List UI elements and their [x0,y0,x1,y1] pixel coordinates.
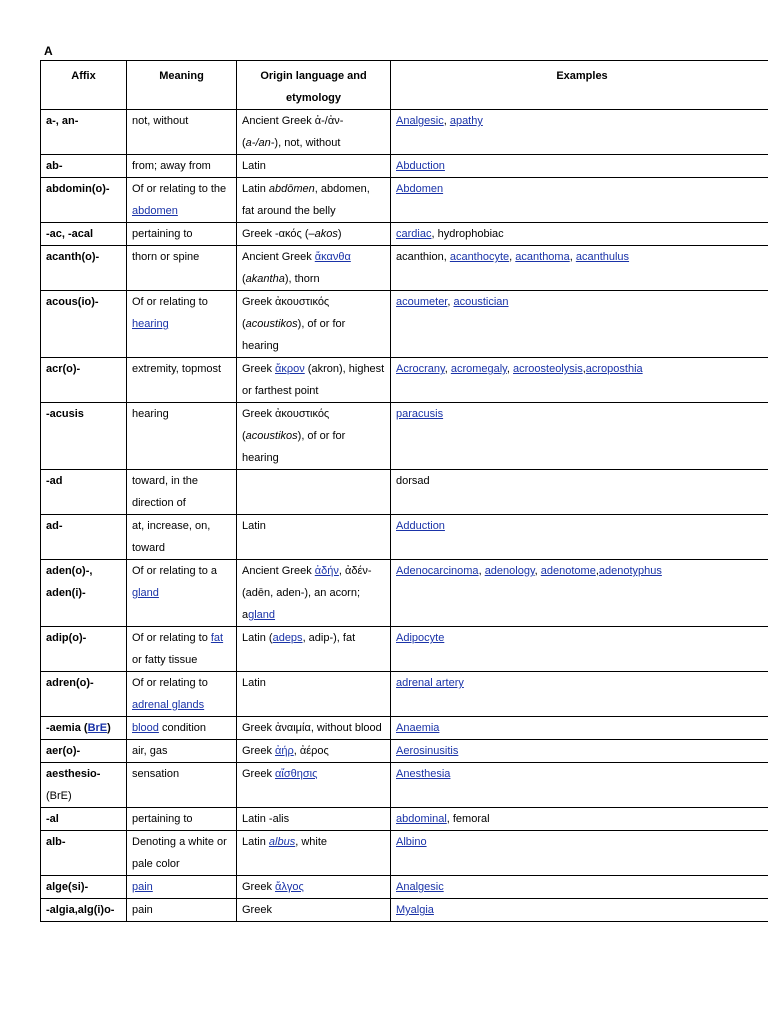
table-row [41,763,768,808]
link[interactable]: ἀήρ [275,745,294,757]
cell-text: Greek [242,363,276,375]
cell-text: akantha [245,273,285,285]
cell-text: , ἀδέν- (adēn, aden-), an acorn; a [242,565,372,621]
examples-cell [391,672,768,717]
origin-cell [237,178,391,223]
cell-text: ), thorn [284,273,320,285]
affix-cell [41,672,127,717]
link[interactable]: adeps [272,632,303,644]
meaning-cell [127,178,237,223]
affix-cell [41,740,127,763]
link[interactable]: Anesthesia [396,768,451,780]
cell-text: -algia [46,904,75,916]
cell-text: , [509,251,516,263]
link[interactable]: Adenocarcinoma [396,565,479,577]
meaning-cell [127,876,237,899]
cell-text: extremity, topmost [132,363,222,375]
link[interactable]: acroposthia [585,363,643,375]
cell-text: Of or relating to a [132,565,217,577]
cell-text: acoustikos [245,318,298,330]
examples-cell [391,899,768,922]
examples-cell [391,178,768,223]
cell-text: alg(i)o- [77,904,115,916]
link[interactable]: paracusis [396,408,444,420]
origin-cell [237,876,391,899]
cell-text: acr(o)- [46,363,81,375]
affix-cell [41,178,127,223]
cell-text: ) [107,722,111,734]
meaning-cell [127,627,237,672]
cell-text: acanth(o)- [46,251,100,263]
origin-cell [237,717,391,740]
examples-cell [391,808,768,831]
cell-text: ab- [46,160,63,172]
origin-cell [237,763,391,808]
table-row [41,291,768,358]
cell-text: aesthesio- [46,768,101,780]
origin-cell [237,515,391,560]
link[interactable]: Abdomen [396,183,444,195]
link[interactable]: Acrocrany [396,363,445,375]
cell-text: , [569,251,576,263]
examples-cell [391,763,768,808]
cell-text: , hydrophobiac [431,228,504,240]
cell-text: or fatty tissue [132,654,198,666]
cell-text: , [478,565,485,577]
cell-text: pertaining to [132,813,193,825]
cell-text: a-/an- [245,137,275,149]
link[interactable]: acanthoma [515,251,570,263]
cell-text: Ancient Greek [242,251,315,263]
examples-cell [391,358,768,403]
meaning-cell [127,899,237,922]
link[interactable]: adrenal glands [132,699,205,711]
affix-cell [41,876,127,899]
cell-text: from; away from [132,160,211,172]
link[interactable]: adenotyphus [598,565,662,577]
cell-text: , [595,565,599,577]
cell-text: Of or relating to [132,296,208,308]
header-examples: Examples [391,61,768,110]
header-affix: Affix [41,61,127,110]
affix-cell [41,110,127,155]
link[interactable]: acroosteolysis [513,363,583,375]
cell-text: , adip-), fat [302,632,356,644]
examples-cell [391,155,768,178]
meaning-cell [127,403,237,470]
cell-text: -aemia ( [46,722,88,734]
cell-text: aden(o)-, aden(i)- [46,565,93,599]
affix-cell [41,763,127,808]
cell-text: Latin [242,160,266,172]
affix-cell [41,899,127,922]
cell-text: , ἀέρος [293,745,329,757]
origin-cell [237,899,391,922]
link[interactable]: apathy [449,115,483,127]
table-row [41,178,768,223]
cell-text: thorn or spine [132,251,200,263]
link[interactable]: adrenal artery [396,677,464,689]
table-row [41,899,768,922]
cell-text: (akron), highest or farthest point [242,363,385,397]
origin-cell [237,155,391,178]
cell-text: abdomin(o)- [46,183,110,195]
examples-cell [391,627,768,672]
cell-text: , [447,296,454,308]
cell-text: Denoting a white or pale color [132,836,227,870]
link[interactable]: Myalgia [396,904,434,916]
meaning-cell [127,155,237,178]
meaning-cell [127,470,237,515]
origin-cell [237,560,391,627]
link[interactable]: acanthulus [575,251,630,263]
cell-text: at, increase, on, toward [132,520,211,554]
affix-cell [41,358,127,403]
meaning-cell [127,291,237,358]
link[interactable]: Anaemia [396,722,440,734]
cell-text: Greek ἀκουστικός ( [242,408,330,442]
table-row [41,246,768,291]
meaning-cell [127,246,237,291]
cell-text: Of or relating to the [132,183,227,195]
affix-cell [41,808,127,831]
cell-text: ( [242,273,246,285]
origin-cell [237,403,391,470]
header-origin: Origin language and etymology [237,61,391,110]
cell-text: , [443,115,450,127]
link[interactable]: Abduction [396,160,445,172]
link[interactable]: acoustician [453,296,509,308]
cell-text: Greek [242,745,276,757]
cell-text: alge(si)- [46,881,89,893]
link[interactable]: ἄλγος [275,881,304,893]
header-meaning: Meaning [127,61,237,110]
table-row [41,358,768,403]
meaning-cell [127,672,237,717]
origin-cell [237,223,391,246]
cell-text: Latin [242,677,266,689]
examples-cell [391,560,768,627]
link[interactable]: cardiac [396,228,432,240]
cell-text: ad- [46,520,63,532]
meaning-cell [127,740,237,763]
table-row [41,672,768,717]
cell-text: alb- [46,836,66,848]
cell-text: Greek -ακός (– [242,228,315,240]
cell-text: toward, in the direction of [132,475,199,509]
cell-text: not, without [132,115,189,127]
link[interactable]: αἴσθησις [275,768,318,780]
examples-cell [391,403,768,470]
header-row [41,61,768,110]
affix-cell [41,470,127,515]
affix-cell [41,627,127,672]
link[interactable]: BrE [87,722,108,734]
origin-cell [237,627,391,672]
affix-cell [41,515,127,560]
affix-cell [41,291,127,358]
meaning-cell [127,717,237,740]
link[interactable]: blood [132,722,159,734]
link[interactable]: fat [210,632,224,644]
affix-cell [41,560,127,627]
cell-text: , femoral [446,813,490,825]
cell-text: pertaining to [132,228,193,240]
examples-cell [391,246,768,291]
cell-text: condition [158,722,207,734]
cell-text: Latin [242,183,269,195]
examples-cell [391,291,768,358]
origin-cell [237,672,391,717]
table-row [41,876,768,899]
link[interactable]: hearing [132,318,169,330]
table-row [41,110,768,155]
cell-text: -ac, -acal [46,228,94,240]
cell-text: , [74,904,78,916]
origin-cell [237,358,391,403]
table-row [41,717,768,740]
cell-text: Greek ἀναιμία, without blood [242,722,382,734]
cell-text: Greek ἀκουστικός ( [242,296,330,330]
cell-text: , [444,363,451,375]
cell-text: acanthion, [396,251,450,263]
table-row [41,560,768,627]
cell-text: Latin ( [242,632,273,644]
table-row [41,808,768,831]
section-letter: A [44,44,53,58]
meaning-cell [127,808,237,831]
link[interactable]: Adduction [396,520,445,532]
meaning-cell [127,358,237,403]
cell-text: , white [295,836,328,848]
link[interactable]: abdomen [132,205,178,217]
affix-cell [41,223,127,246]
cell-text: pain [132,904,153,916]
table-row [41,223,768,246]
origin-cell [237,291,391,358]
link[interactable]: abdominal [396,813,447,825]
examples-cell [391,831,768,876]
cell-text: sensation [132,768,180,780]
cell-text: Greek [242,768,276,780]
examples-cell [391,740,768,763]
cell-text: , [534,565,541,577]
examples-cell [391,470,768,515]
link[interactable]: ἀδήν [314,565,339,577]
cell-text: abdōmen [268,183,315,195]
link[interactable]: gland [132,587,159,599]
cell-text: Latin -alis [242,813,290,825]
affix-cell [41,246,127,291]
link[interactable]: ἄκρον [275,363,305,375]
cell-text: hearing [132,408,169,420]
cell-text: acous(io)- [46,296,99,308]
link[interactable]: albus [268,836,296,848]
cell-text: Greek [242,881,276,893]
cell-text: Latin [242,836,269,848]
cell-text: , [582,363,586,375]
link[interactable]: acromegaly [450,363,507,375]
cell-text: (BrE) [46,790,72,802]
cell-text: dorsad [396,475,430,487]
examples-cell [391,515,768,560]
cell-text: Ancient Greek ἀ-/ἀν- ( [242,115,344,149]
examples-cell [391,717,768,740]
affix-cell [41,403,127,470]
meaning-cell [127,763,237,808]
table-row [41,740,768,763]
affix-cell [41,717,127,740]
cell-text: adren(o)- [46,677,94,689]
meaning-cell [127,831,237,876]
meaning-cell [127,223,237,246]
cell-text: air, gas [132,745,168,757]
table-row [41,515,768,560]
cell-text: Of or relating to [132,632,211,644]
origin-cell [237,470,391,515]
link[interactable]: Analgesic [396,115,444,127]
link[interactable]: acanthocyte [449,251,510,263]
cell-text: , [506,363,513,375]
link[interactable]: acoumeter [396,296,448,308]
cell-text: Ancient Greek [242,565,315,577]
cell-text: -acusis [46,408,84,420]
cell-text: acoustikos [245,430,298,442]
table-row [41,470,768,515]
examples-cell [391,223,768,246]
meaning-cell [127,560,237,627]
link[interactable]: Adipocyte [396,632,445,644]
affix-cell [41,831,127,876]
origin-cell [237,740,391,763]
cell-text: ), not, without [274,137,341,149]
link[interactable]: adenology [484,565,535,577]
table-row [41,155,768,178]
cell-text: Of or relating to [132,677,208,689]
cell-text: Latin [242,520,266,532]
affix-cell [41,155,127,178]
origin-cell [237,808,391,831]
link[interactable]: ἄκανθα [314,251,351,263]
table-row [41,831,768,876]
link[interactable]: Albino [396,836,427,848]
examples-cell [391,876,768,899]
origin-cell [237,110,391,155]
cell-text: ), of or for hearing [242,318,346,352]
cell-text: ), of or for hearing [242,430,346,464]
link[interactable]: Aerosinusitis [396,745,459,757]
affix-table [40,60,768,922]
origin-cell [237,246,391,291]
cell-text: ) [337,228,342,240]
examples-cell [391,110,768,155]
link[interactable]: gland [248,609,276,621]
table-row [41,403,768,470]
cell-text: adip(o)- [46,632,87,644]
cell-text: Greek [242,904,272,916]
cell-text: aer(o)- [46,745,81,757]
meaning-cell [127,110,237,155]
table-row [41,627,768,672]
cell-text: akos [314,228,338,240]
link[interactable]: Analgesic [396,881,444,893]
origin-cell [237,831,391,876]
cell-text: a-, an- [46,115,79,127]
link[interactable]: adenotome [540,565,596,577]
meaning-cell [127,515,237,560]
link[interactable]: pain [132,881,153,893]
cell-text: -ad [46,475,63,487]
cell-text: -al [46,813,59,825]
cell-text: , abdomen, fat around the belly [242,183,370,217]
